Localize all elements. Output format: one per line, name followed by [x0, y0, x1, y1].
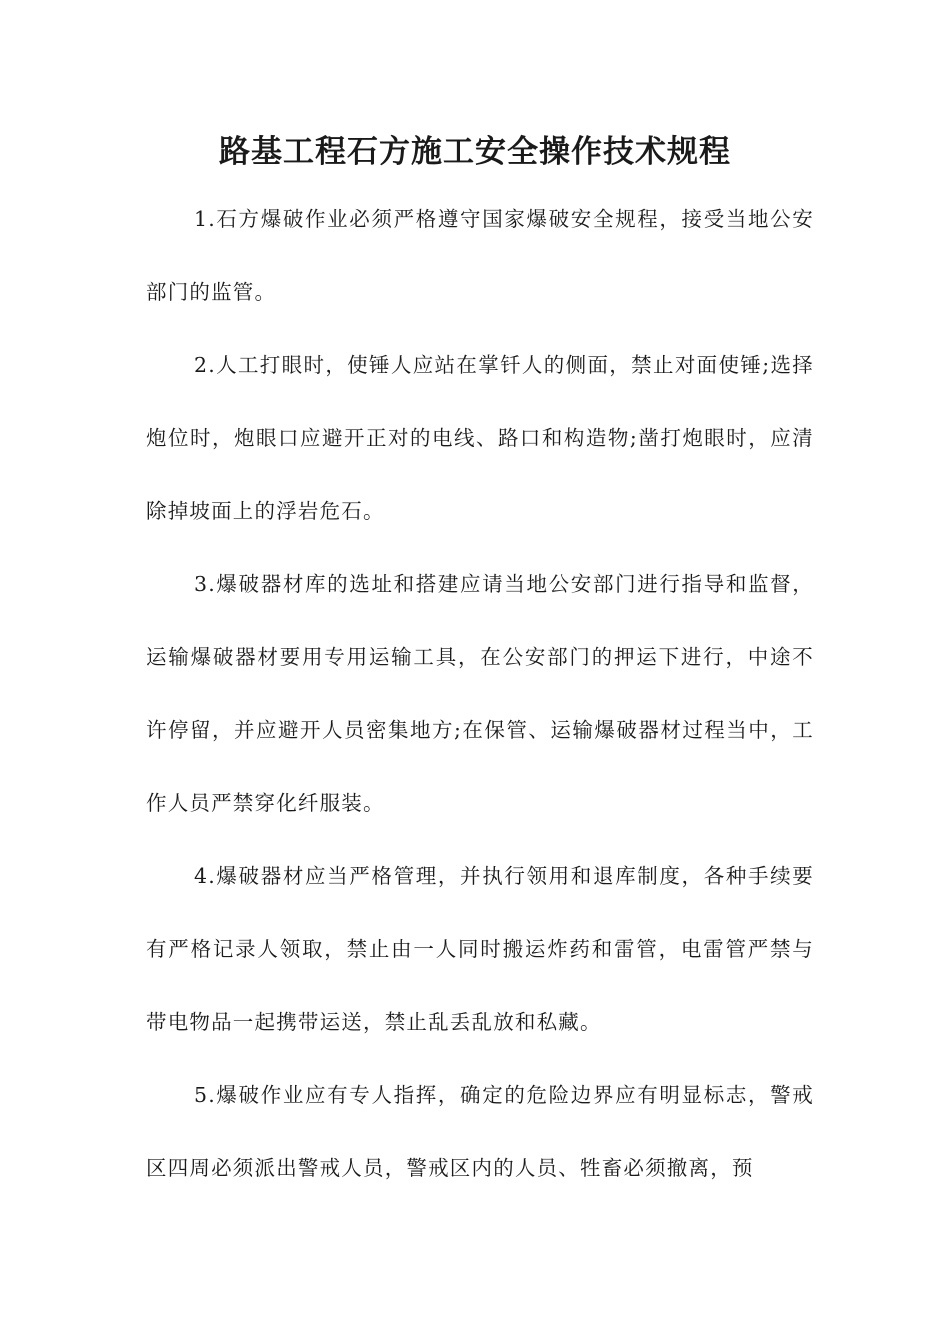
- document-title: 路基工程石方施工安全操作技术规程: [219, 134, 731, 170]
- paragraph-5: 5.爆破作业应有专人指挥，确定的危险边界应有明显标志，警戒区四周必须派出警戒人员，警戒区内的人员、牲畜必须撤离，预: [146, 1083, 814, 1180]
- paragraph-2: 2.人工打眼时，使锤人应站在掌钎人的侧面，禁止对面使锤;选择炮位时，炮眼口应避开正对的电线、路口和构造物;凿打炮眼时，应清除掉坡面上的浮岩危石。: [146, 353, 814, 523]
- document-body: [146, 183, 814, 1205]
- paragraph-3: 3.爆破器材库的选址和搭建应请当地公安部门进行指导和监督，运输爆破器材要用专用运输工具，在公安部门的押运下进行，中途不许停留，并应避开人员密集地方;在保管、运输爆破器材过程当中，工作人员严禁穿化纤服装。: [146, 572, 814, 815]
- paragraph-1: 1.石方爆破作业必须严格遵守国家爆破安全规程，接受当地公安部门的监管。: [146, 207, 814, 304]
- paragraph-4: 4.爆破器材应当严格管理，并执行领用和退库制度，各种手续要有严格记录人领取，禁止由一人同时搬运炸药和雷管，电雷管严禁与带电物品一起携带运送，禁止乱丢乱放和私藏。: [146, 864, 814, 1034]
